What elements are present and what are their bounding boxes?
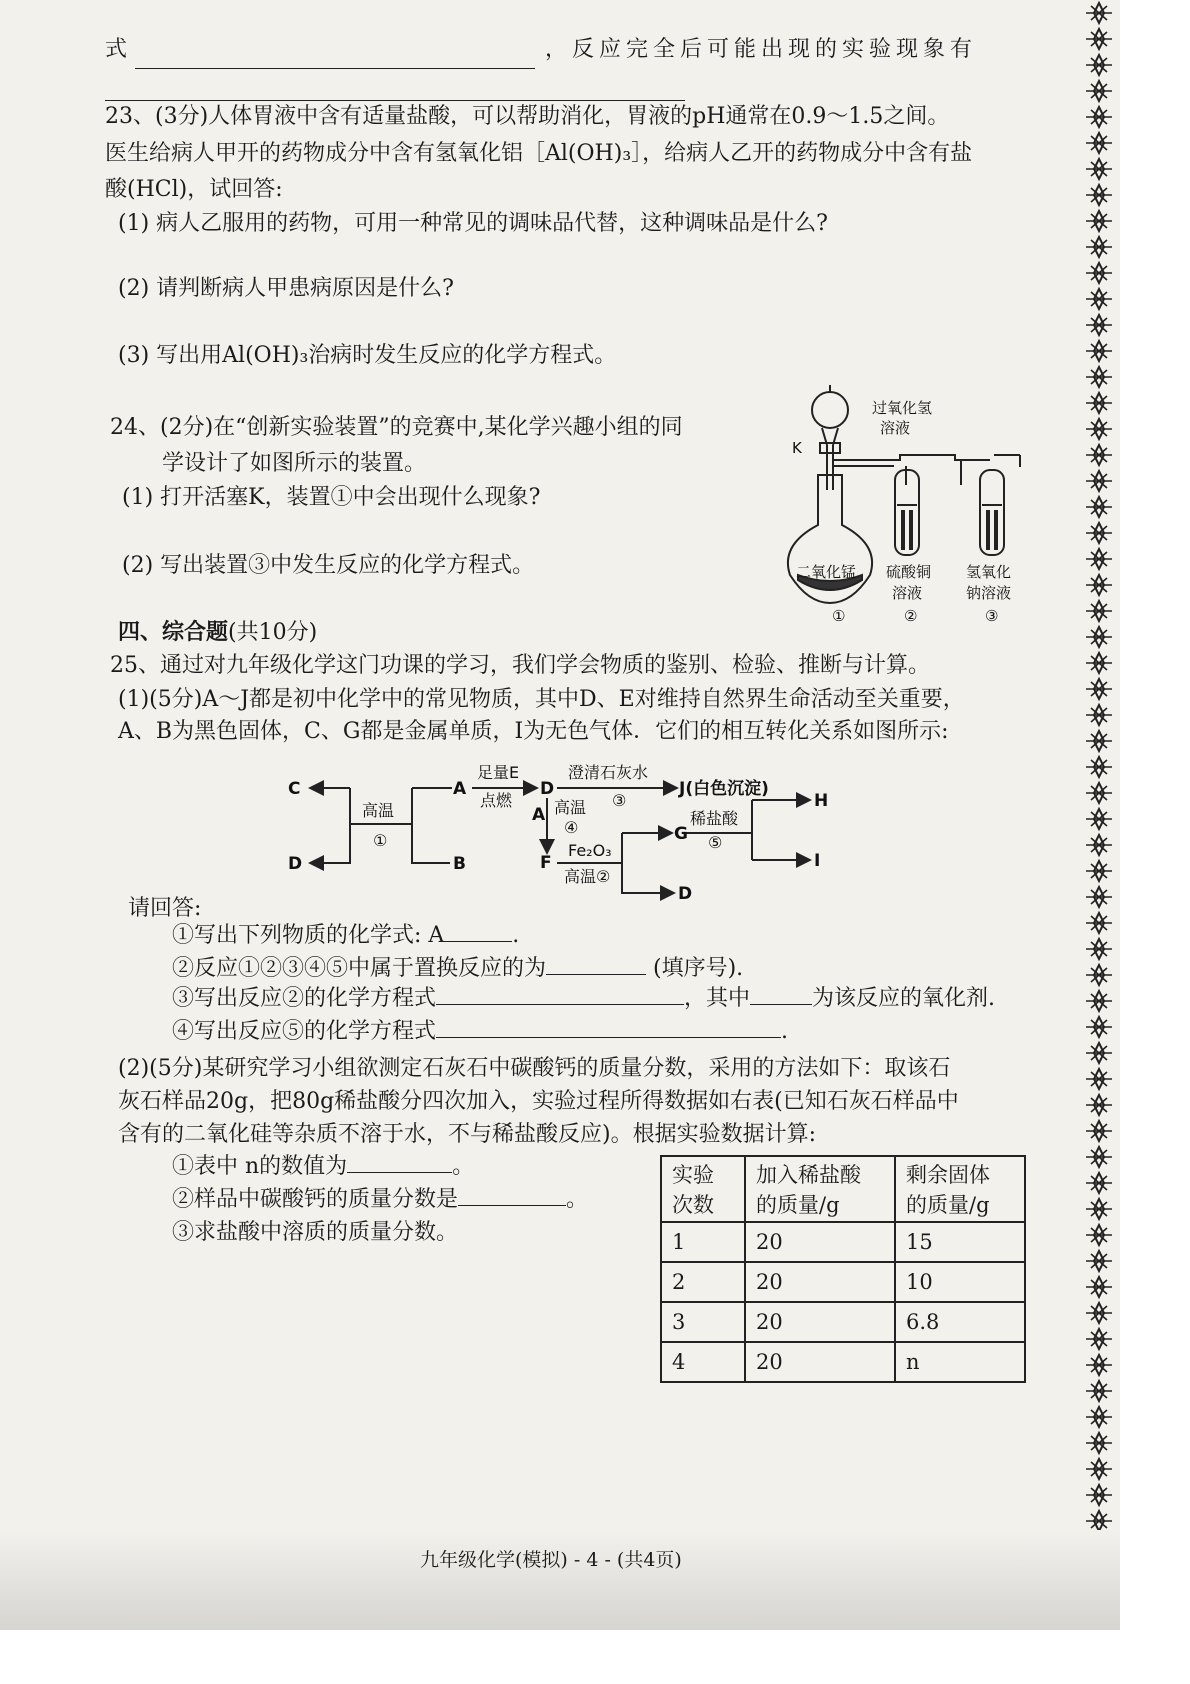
- q25-t2-blank[interactable]: [458, 1187, 566, 1206]
- q25-s3-blank[interactable]: [436, 986, 684, 1005]
- q25-part2-b: 灰石样品20g，把80g稀盐酸分四次加入，实验过程所得数据如右表(已知石灰石样品中: [118, 1089, 959, 1114]
- q25-s3-end: 为该反应的氧化剂.: [812, 986, 996, 1011]
- table-cell: n: [895, 1342, 1025, 1382]
- table-cell: 6.8: [895, 1302, 1025, 1342]
- r4-num: ④: [564, 818, 579, 837]
- table-header-row: [661, 1156, 1025, 1222]
- table-cell: 20: [745, 1222, 895, 1262]
- experiment-table: [660, 1155, 1026, 1383]
- q25-s3-mid: ，其中: [684, 986, 751, 1011]
- q25-part2-a: (2)(5分)某研究学习小组欲测定石灰石中碳酸钙的质量分数，采用的方法如下：取该石: [118, 1056, 951, 1081]
- node-D-right: D: [678, 884, 693, 904]
- table-cell: 1: [661, 1222, 745, 1262]
- q25-t3: ③求盐酸中溶质的质量分数。: [172, 1220, 459, 1245]
- flow-diagram: [282, 758, 842, 906]
- r1-top: 高温: [362, 801, 395, 820]
- hdr-0-line2: 次数: [672, 1193, 714, 1217]
- section-4-title: [118, 618, 317, 647]
- q24-part-1: (1) 打开活塞K，装置①中会出现什么现象?: [122, 485, 541, 510]
- table-cell: 20: [745, 1262, 895, 1302]
- q25-t2-text: ②样品中碳酸钙的质量分数是: [172, 1187, 459, 1212]
- hdr-2-line1: 剩余固体: [906, 1163, 990, 1187]
- q25-part1-b: A、B为黑色固体，C、G都是金属单质，I为无色气体．它们的相互转化关系如图所示:: [118, 719, 949, 744]
- q24-part-2: (2) 写出装置③中发生反应的化学方程式。: [122, 553, 535, 578]
- tube2-label-1: 硫酸铜: [886, 563, 932, 581]
- num-1: ①: [832, 607, 846, 625]
- tube2-label-2: 溶液: [892, 584, 923, 602]
- q23-part-2: (2) 请判断病人甲患病原因是什么?: [118, 276, 454, 301]
- r2-top: Fe₂O₃: [568, 841, 612, 860]
- decorative-border: [1078, 0, 1120, 1555]
- hdr-1-line2: 的质量/g: [756, 1193, 840, 1217]
- section-4-score: (共10分): [228, 620, 318, 645]
- funnel-bulb: [812, 392, 848, 428]
- q25-t1-period: 。: [452, 1154, 475, 1179]
- q23-intro-2: 医生给病人甲开的药物成分中含有氢氧化铝［Al(OH)₃］，给病人乙开的药物成分中含有盐: [105, 141, 973, 166]
- q23-intro-1: 23、(3分)人体胃液中含有适量盐酸，可以帮助消化，胃液的pH通常在0.9～1.5之间。: [105, 104, 950, 129]
- q25-t2: [172, 1186, 588, 1214]
- r2-bot: 高温②: [564, 867, 611, 886]
- r4-top: 高温: [554, 798, 587, 817]
- hdr-0-line1: 实验: [672, 1163, 714, 1187]
- hdr-1-line1: 加入稀盐酸: [756, 1163, 861, 1187]
- e1: 足量E: [477, 763, 520, 782]
- num-2: ②: [904, 607, 918, 625]
- q25-s3: [172, 985, 995, 1013]
- node-A: A: [453, 779, 467, 799]
- q22-prefix-text: 式: [105, 37, 128, 62]
- q25-t1-text: ①表中 n的数值为: [172, 1154, 348, 1179]
- q25-intro: 25、通过对九年级化学这门功课的学习，我们学会物质的鉴别、检验、推断与计算。: [110, 653, 930, 678]
- flask-label: 二氧化锰: [796, 563, 857, 581]
- footer-shade: [0, 1530, 1120, 1630]
- q25-s1-text: ①写出下列物质的化学式: A: [172, 923, 445, 948]
- node-C: C: [288, 779, 301, 799]
- q22-answer-blank-1[interactable]: [135, 50, 535, 69]
- q25-t1: [172, 1153, 474, 1181]
- q23-intro-3: 酸(HCl)，试回答:: [105, 177, 283, 202]
- q23-part-1: (1) 病人乙服用的药物，可用一种常见的调味品代替，这种调味品是什么?: [118, 211, 828, 236]
- r5-top: 稀盐酸: [690, 809, 739, 828]
- hdr-2-line2: 的质量/g: [906, 1193, 990, 1217]
- q24-intro-1: 24、(2分)在“创新实验装置”的竞赛中,某化学兴趣小组的同: [110, 415, 683, 440]
- node-B: B: [453, 854, 466, 874]
- q22-phenomenon: ，反应完全后可能出现的实验现象有: [545, 37, 978, 62]
- q25-s4: ④写出反应⑤的化学方程式 .: [172, 1019, 789, 1044]
- table-row: [661, 1342, 1025, 1382]
- table-row: [661, 1222, 1025, 1262]
- tube3-label-2: 钠溶液: [966, 584, 1012, 602]
- node-D-left: D: [288, 854, 303, 874]
- answer-prompt: 请回答:: [128, 896, 202, 921]
- q22-answer-blank-2[interactable]: [105, 82, 685, 101]
- r5-num: ⑤: [708, 833, 723, 852]
- funnel-label-1: 过氧化氢: [872, 399, 933, 417]
- q25-part1-a: (1)(5分)A～J都是初中化学中的常见物质，其中D、E对维持自然界生命活动至关重要，: [118, 687, 965, 712]
- q25-s2: [172, 955, 743, 983]
- node-I: I: [814, 851, 821, 871]
- tube3-label-1: 氢氧化: [966, 563, 1012, 581]
- table-row: [661, 1262, 1025, 1302]
- table-cell: 3: [661, 1302, 745, 1342]
- q25-s2-note: (填序号).: [653, 956, 744, 981]
- node-D: D: [540, 779, 555, 799]
- num-3: ③: [985, 607, 999, 625]
- q25-s3-blank-2[interactable]: [750, 986, 812, 1005]
- q25-s1: ①写出下列物质的化学式: A .: [172, 923, 520, 948]
- table-header-cell: [895, 1156, 1025, 1222]
- node-F: F: [540, 853, 552, 873]
- node-G: G: [674, 824, 688, 844]
- apparatus-diagram: [780, 385, 1050, 635]
- section-4-label: 四、综合题: [118, 619, 229, 645]
- r3-top: 澄清石灰水: [568, 763, 649, 782]
- valve-label: K: [792, 439, 802, 457]
- valve-k[interactable]: [820, 443, 840, 453]
- table-row: [661, 1302, 1025, 1342]
- q25-s2-text: ②反应①②③④⑤中属于置换反应的为: [172, 956, 547, 981]
- q25-t2-period: 。: [566, 1187, 589, 1212]
- tube-3: [980, 470, 1004, 555]
- q25-s4-text: ④写出反应⑤的化学方程式: [172, 1019, 437, 1044]
- q25-s4-blank[interactable]: [436, 1019, 781, 1038]
- q23-part-3: (3) 写出用Al(OH)₃治病时发生反应的化学方程式。: [118, 343, 617, 368]
- q25-s3-text: ③写出反应②的化学方程式: [172, 986, 437, 1011]
- table-header-cell: [745, 1156, 895, 1222]
- table-cell: 15: [895, 1222, 1025, 1262]
- r3-num: ③: [612, 791, 627, 810]
- q24-intro-2: 学设计了如图所示的装置。: [162, 451, 427, 476]
- table-header-cell: [661, 1156, 745, 1222]
- table-cell: 20: [745, 1302, 895, 1342]
- page-footer: 九年级化学(模拟) - 4 - (共4页): [420, 1549, 682, 1571]
- q25-s2-blank[interactable]: [546, 956, 646, 975]
- table-cell: 10: [895, 1262, 1025, 1302]
- node-H: H: [814, 791, 829, 811]
- q25-part2-c: 含有的二氧化硅等杂质不溶于水，不与稀盐酸反应)。根据实验数据计算:: [118, 1122, 816, 1147]
- table-cell: 4: [661, 1342, 745, 1382]
- q25-s1-blank[interactable]: [444, 923, 512, 942]
- funnel-label-2: 溶液: [880, 419, 911, 437]
- node-A-small: A: [532, 805, 546, 825]
- table-cell: 20: [745, 1342, 895, 1382]
- table-cell: 2: [661, 1262, 745, 1302]
- q25-t1-blank[interactable]: [347, 1154, 452, 1173]
- q22-prefix: [105, 36, 127, 64]
- node-J: J(白色沉淀): [679, 779, 769, 799]
- r1-num: ①: [373, 831, 388, 850]
- e2: 点燃: [480, 791, 513, 810]
